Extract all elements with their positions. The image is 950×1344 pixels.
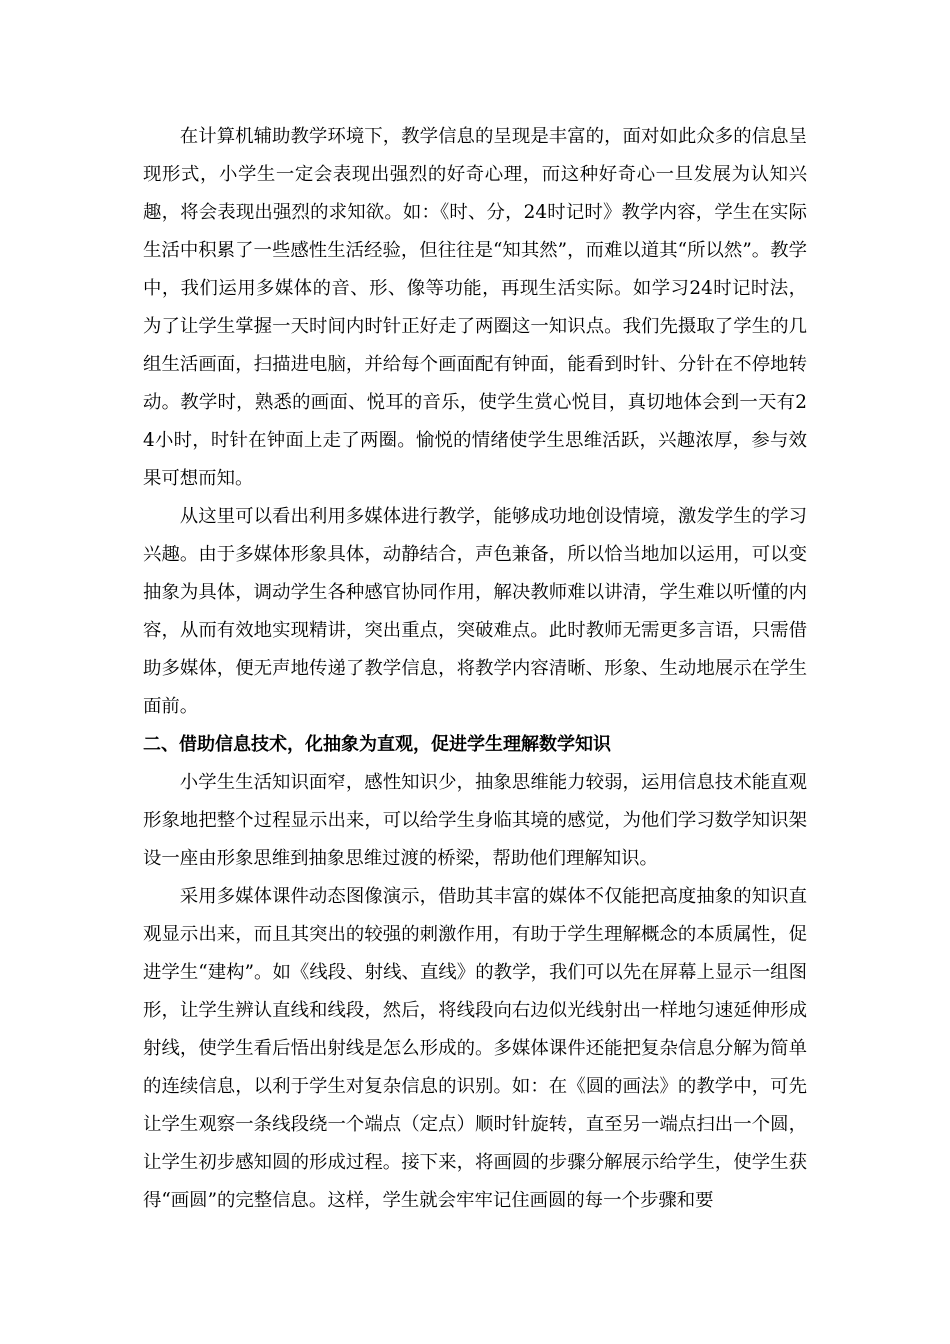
section-heading: 二、借助信息技术，化抽象为直观，促进学生理解数学知识: [143, 734, 611, 755]
paragraph-abstract-thinking: 小学生生活知识面窄，感性知识少，抽象思维能力较弱，运用信息技术能直观形象地把整个过程显示出来，可以给学生身临其境的感觉，为他们学习数学知识架设一座由形象思维到抽象思维过渡的桥梁，帮助他们理解知识。: [143, 772, 807, 869]
paragraph-courseware-demo: 采用多媒体课件动态图像演示，借助其丰富的媒体不仅能把高度抽象的知识直观显示出来，而且其突出的较强的刺激作用，有助于学生理解概念的本质属性，促进学生“建构”。如《线段、射线、直线》的教学，我们可以先在屏幕上显示一组图形，让学生辨认直线和线段，然后，将线段向右边似光线射出一样地匀速延伸形成射线，使学生看后悟出射线是怎么形成的。多媒体课件还能把复杂信息分解为简单的连续信息，以利于学生对复杂信息的识别。如：在《圆的画法》的教学中，可先让学生观察一条线段绕一个端点（定点）顺时针旋转，直至另一端点扫出一个圆，让学生初步感知圆的形成过程。接下来，将画圆的步骤分解展示给学生，使学生获得“画圆”的完整信息。这样，学生就会牢牢记住画圆的每一个步骤和要: [143, 886, 807, 1211]
document-page: [143, 118, 807, 1220]
paragraph-multimedia-summary: 从这里可以看出利用多媒体进行教学，能够成功地创设情境，激发学生的学习兴趣。由于多媒体形象具体，动静结合，声色兼备，所以恰当地加以运用，可以变抽象为具体，调动学生各种感官协同作用，解决教师难以讲清，学生难以听懂的内容，从而有效地实现精讲，突出重点，突破难点。此时教师无需更多言语，只需借助多媒体，便无声地传递了教学信息，将教学内容清晰、形象、生动地展示在学生面前。: [143, 506, 807, 717]
paragraph-multimedia-interest: 在计算机辅助教学环境下，教学信息的呈现是丰富的，面对如此众多的信息呈现形式，小学生一定会表现出强烈的好奇心理，而这种好奇心一旦发展为认知兴趣，将会表现出强烈的求知欲。如：《时、分，24时记时》教学内容，学生在实际生活中积累了一些感性生活经验，但往往是“知其然”，而难以道其“所以然”。教学中，我们运用多媒体的音、形、像等功能，再现生活实际。如学习24时记时法，为了让学生掌握一天时间内时针正好走了两圈这一知识点。我们先摄取了学生的几组生活画面，扫描进电脑，并给每个画面配有钟面，能看到时针、分针在不停地转动。教学时，熟悉的画面、悦耳的音乐，使学生赏心悦目，真切地体会到一天有24小时，时针在钟面上走了两圈。愉悦的情绪使学生思维活跃，兴趣浓厚，参与效果可想而知。: [143, 126, 807, 489]
